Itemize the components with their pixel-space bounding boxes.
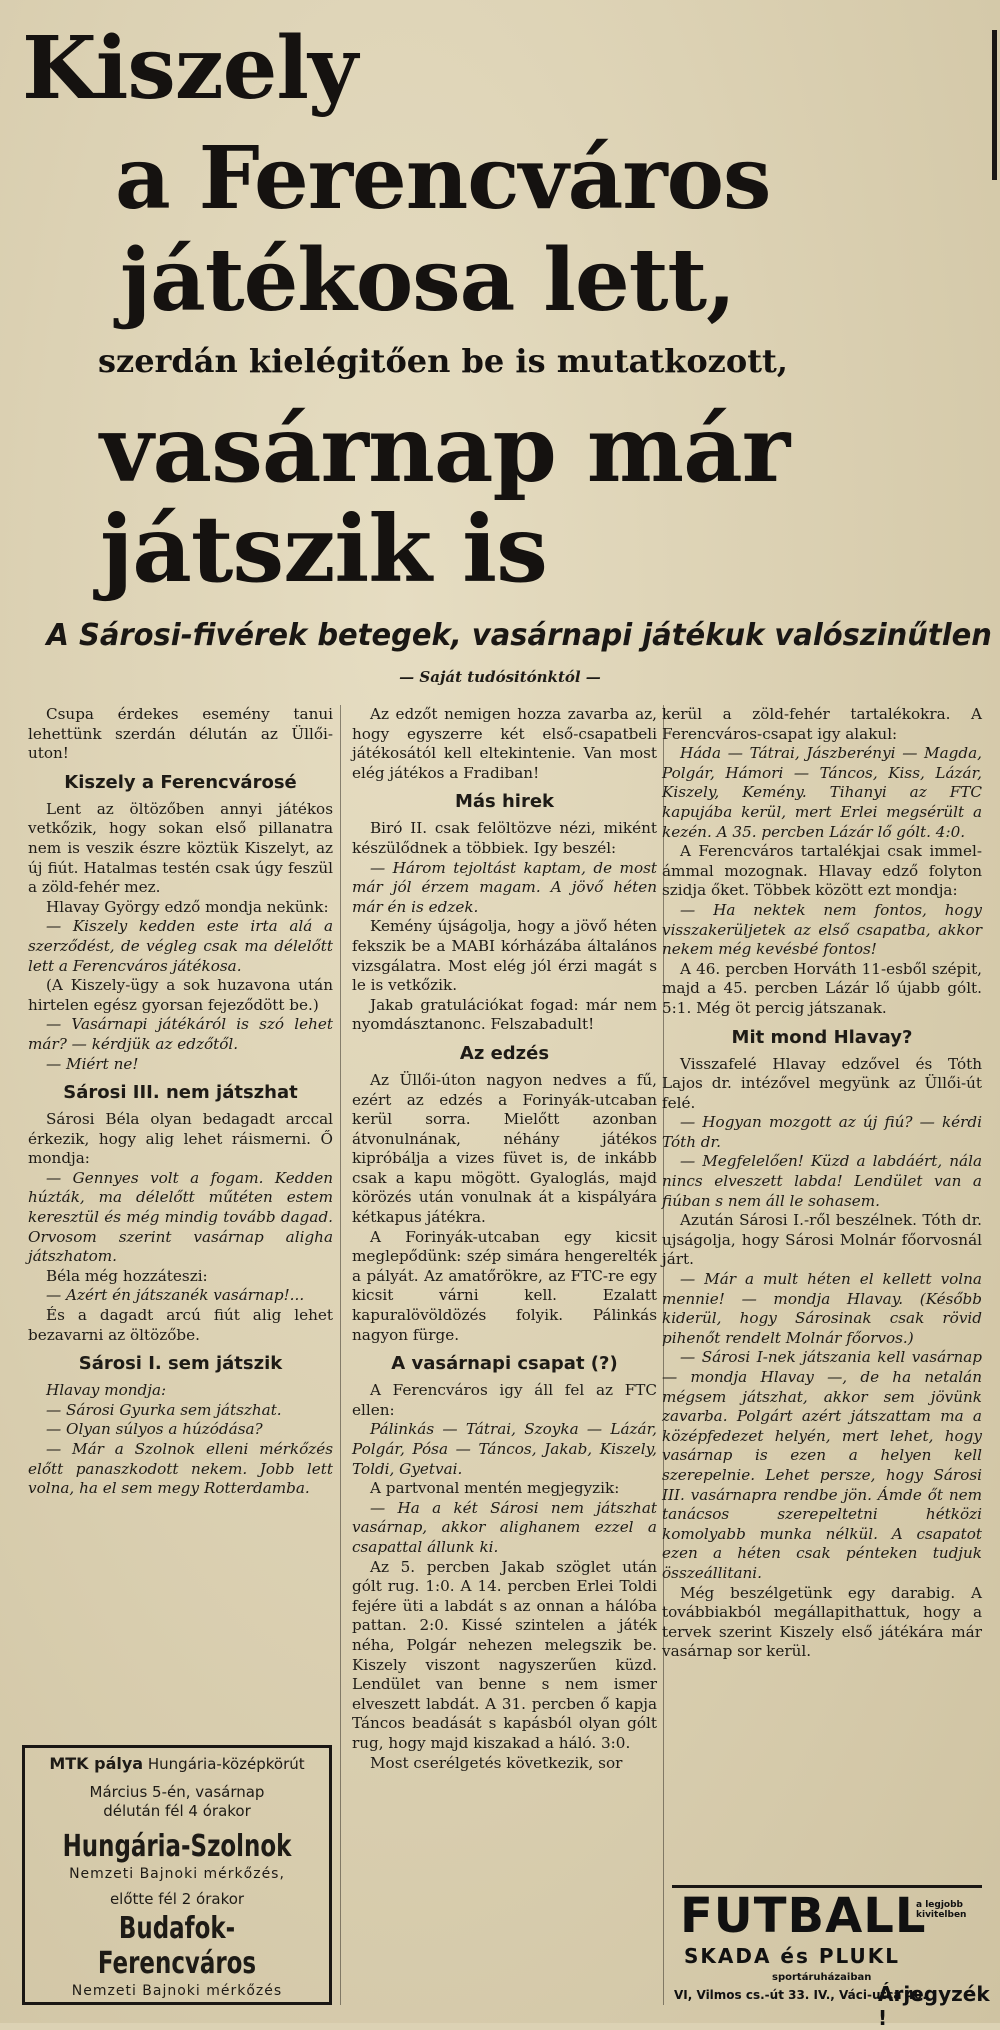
- subheading: Az edzés: [459, 1042, 550, 1064]
- byline: — Saját tudósitónktól —: [399, 668, 601, 686]
- paragraph: A partvonal mentén megjegyzik:: [370, 1479, 620, 1498]
- ad-futball-shop: [672, 1885, 990, 2030]
- ad-match-2-type: Nemzeti Bajnoki mérkőzés: [71, 1983, 283, 1999]
- subheading: Mit mond Hlavay?: [731, 1026, 913, 1048]
- paragraph: A Ferencváros igy áll fel az FTC ellen:: [352, 1381, 657, 1419]
- headline-line-4: vasárnap már: [100, 395, 790, 503]
- quote: — Miért ne!: [46, 1054, 139, 1073]
- column-rule: [340, 705, 341, 2005]
- paragraph: Kemény újságolja, hogy a jövő héten fekszik be a MABI kórházába általános vizsgálatra. Most elég jól érzi magát s le is vetkőzik.: [352, 917, 657, 995]
- quote: — Olyan súlyos a húzódása?: [46, 1420, 263, 1439]
- headline-subline: szerdán kielégitően be is mutatkozott,: [98, 342, 788, 380]
- ad-time-2: előtte fél 2 órakor: [109, 1890, 245, 1908]
- lineup: Pálinkás — Tátrai, Szoyka — Lázár, Polgár, Pósa — Táncos, Jakab, Kiszely, Toldi, Gyetvai.: [352, 1420, 657, 1478]
- ad-futball-brand: SKADA és PLUKL: [684, 1944, 901, 1968]
- ad-match-2: Budafok-Ferencváros: [97, 1911, 257, 1981]
- ad-venue: [25, 1754, 329, 1773]
- quote: — Már a Szolnok elleni mérkőzés előtt panaszkodott nekem. Jobb lett volna, ha el sem megy Rotterdamba.: [28, 1440, 333, 1498]
- ad-futball-tagline: a legjobb kivitelben: [916, 1900, 967, 1920]
- paragraph: Most cserélgetés következik, sor: [370, 1753, 623, 1772]
- ad-futball-cta: Árjegyzék !: [878, 1982, 990, 2030]
- quote: — Kiszely kedden este irta alá a szerződést, de végleg csak ma délelőtt lett a Ferencváros játékosa.: [28, 917, 333, 975]
- subheading: A vasárnapi csapat (?): [391, 1353, 618, 1375]
- paragraph: Biró II. csak felöltözve nézi, miként készülődnek a többiek. Igy beszél:: [352, 819, 657, 857]
- quote: — Azért én játszanék vasárnap!...: [46, 1286, 305, 1305]
- quote: — Már a mult héten el kellett volna mennie! — mondja Hlavay. (Később kiderül, hogy Sárosinak csak rövid pihenőt rendelt Molnár főorvos.): [662, 1270, 982, 1347]
- ad-date-line: Március 5-én, vasárnap: [89, 1783, 265, 1801]
- quote: — Három tejoltást kaptam, de most már jól érzem magam. A jövő héten már én is edzek.: [352, 858, 657, 916]
- article-column-2: [352, 705, 657, 1773]
- ad-match-1: Hungária-Szolnok: [62, 1829, 292, 1864]
- ad-mtk-match: [22, 1745, 332, 2005]
- headline-line-1: Kiszely: [22, 18, 358, 119]
- paragraph: Az edzőt nemigen hozza zavarba az, hogy egyszerre két első-csapatbeli játékosától kell eltekintenie. Van most elég játékos a Fradiban!: [352, 705, 657, 782]
- ad-futball-title: FUTBALL: [680, 1888, 927, 1944]
- quote: — Ha a két Sárosi nem játszhat vasárnap, akkor alighanem ezzel a csapattal állunk ki.: [352, 1498, 657, 1556]
- paragraph: Hlavay mondja:: [46, 1381, 167, 1400]
- subheading: Más hirek: [454, 791, 555, 813]
- ad-date: [25, 1783, 329, 1821]
- paragraph: Azután Sárosi I.-ről beszélnek. Tóth dr. ujságolja, hogy Sárosi Molnár főorvosnál járt.: [662, 1211, 982, 1269]
- article-column-1: [28, 705, 333, 1499]
- quote: — Sárosi I-nek játszania kell vasárnap — mondja Hlavay —, de ha netalán mégsem játszhat, akkor sem jövünk zavarba. Polgárt azért játszattam ma a középfedezet helyén, mert lehet, hogy vasárnap is ezen a helyen kell szerepelnie. Lehet persze, hogy Sárosi III. vasárnapra rendbe jön. Ámde őt nem tanácsos szerepeltetni hétközi komolyabb munka nélkül. A csapatot ezen a héten csak pénteken tudjuk összeállitani.: [662, 1348, 982, 1582]
- paragraph: Jakab gratulációkat fogad: már nem nyomdásztanonc. Felszabadult!: [352, 995, 657, 1034]
- quote: — Hogyan mozgott az új fiú? — kérdi Tóth dr.: [662, 1113, 982, 1151]
- paragraph: És a dagadt arcú fiút alig lehet bezavarni az öltözőbe.: [28, 1306, 333, 1344]
- paragraph: Béla még hozzáteszi:: [46, 1266, 208, 1285]
- subheading: Kiszely a Ferencvárosé: [64, 771, 297, 793]
- paragraph: Még beszélgetünk egy darabig. A továbbiakból megállapithattuk, hogy a tervek szerint Kiszely első játékára már vasárnap sor kerül.: [662, 1583, 982, 1661]
- paragraph: A 46. percben Horváth 11-esből szépit, majd a 45. percben Lázár lő újabb gólt. 5:1. Még öt percig játszanak.: [662, 959, 982, 1017]
- quote: — Ha nektek nem fontos, hogy visszakerüljetek az első csapatba, akkor nekem még kevésbé fontos!: [662, 900, 982, 959]
- subheading: Sárosi III. nem játszhat: [63, 1082, 298, 1104]
- paragraph: kerül a zöld-fehér tartalékokra. A Ferencváros-csapat igy alakul:: [662, 705, 982, 743]
- ad-match-1-type: Nemzeti Bajnoki mérkőzés,: [69, 1866, 285, 1882]
- subheading: Sárosi I. sem játszik: [78, 1353, 283, 1375]
- ad-futball-address: VI, Vilmos cs.-út 33. IV., Váci-utca 40.: [674, 1988, 927, 2002]
- quote: — Sárosi Gyurka sem játszhat.: [46, 1400, 282, 1419]
- paragraph: Csupa érdekes esemény tanui lehettünk szerdán délután az Üllői-uton!: [28, 705, 333, 763]
- ad-venue-name: MTK pálya: [49, 1754, 144, 1773]
- article-column-3: [662, 705, 982, 1662]
- paragraph: Lent az öltözőben annyi játékos vetkőzik, hogy sokan első pillanatra nem is veszik észre köztük Kiszelyt, az új fiút. Hatalmas testén csak úgy feszül a zöld-fehér mez.: [28, 799, 333, 897]
- adjacent-page-edge: [992, 30, 997, 180]
- paragraph: (A Kiszely-ügy a sok huzavona után hirtelen egész gyorsan fejeződött be.): [28, 976, 333, 1014]
- paragraph: Visszafelé Hlavay edzővel és Tóth Lajos dr. intézővel megyünk az Üllői-út felé.: [662, 1054, 982, 1112]
- quote: — Megfelelően! Küzd a labdáért, nála nincs elveszett labda! Lendület van a fiúban s nem áll le sohasem.: [662, 1152, 982, 1210]
- quote: — Gennyes volt a fogam. Kedden húzták, ma délelőtt műtéten estem keresztül és még mindig tovább dagad. Orvosom szerint vasárnap aligha játszhatom.: [28, 1168, 333, 1266]
- deck-subtitle: A Sárosi-fivérek betegek, vasárnapi játékuk valószinűtlen: [46, 618, 992, 653]
- paragraph: Az 5. percben Jakab szöglet után gólt rug. 1:0. A 14. percben Erlei Toldi fejére üti a labdát s az onnan a hálóba pattan. 2:0. Kissé szintelen a játék néha, Polgár nehezen melegszik be. Kiszely viszont nagyszerűen küzd. Lendület van benne s nem ismer elveszett labdát. A 31. percben ő kapja Táncos beadását s kapásból olyan gólt rug, hogy majd kiszakad a háló. 3:0.: [352, 1557, 657, 1752]
- paragraph: A Ferencváros tartalékjai csak immel-ámmal mozognak. Hlavay edző folyton szidja őket. Többek között ezt mondja:: [662, 842, 982, 900]
- ad-futball-shop-label: sportáruházaiban: [772, 1972, 872, 1983]
- headline-line-5: játszik is: [100, 495, 547, 603]
- ad-venue-address: Hungária-középkörút: [147, 1755, 305, 1773]
- paragraph: Sárosi Béla olyan bedagadt arccal érkezik, hogy alig lehet ráismerni. Ő mondja:: [28, 1110, 333, 1168]
- headline-line-3: játékosa lett,: [120, 230, 736, 331]
- paragraph: Az Üllői-úton nagyon nedves a fű, ezért az edzés a Forinyák-utcaban kerül sorra. Mielőtt azonban átvonulnának, néhány játékos kipróbálja a vizes füvet is, de inkább csak a kapu mögött. Gyaloglás, majd körözés után vonulnak át a kispályára kétkapus játékra.: [352, 1070, 657, 1227]
- ad-time-line: délután fél 4 órakor: [103, 1802, 251, 1820]
- paragraph: A Forinyák-utcaban egy kicsit meglepődünk: szép simára hengerelték a pályát. Az amatőrökre, az FTC-re egy kicsit várni kell. Ezalatt kapuralövöldözés folyik. Pálinkás nagyon fürge.: [352, 1227, 657, 1344]
- quote: — Vasárnapi játékáról is szó lehet már? — kérdjük az edzőtől.: [28, 1015, 333, 1053]
- paragraph: Hlavay György edző mondja nekünk:: [46, 897, 329, 916]
- lineup: Háda — Tátrai, Jászberényi — Magda, Polgár, Hámori — Táncos, Kiss, Lázár, Kiszely, Kemény. Tihanyi az FTC kapujába kerül, mert Erlei megsérült a kezén. A 35. percben Lázár lő gólt. 4:0.: [662, 744, 982, 841]
- headline-line-2: a Ferencváros: [115, 128, 771, 229]
